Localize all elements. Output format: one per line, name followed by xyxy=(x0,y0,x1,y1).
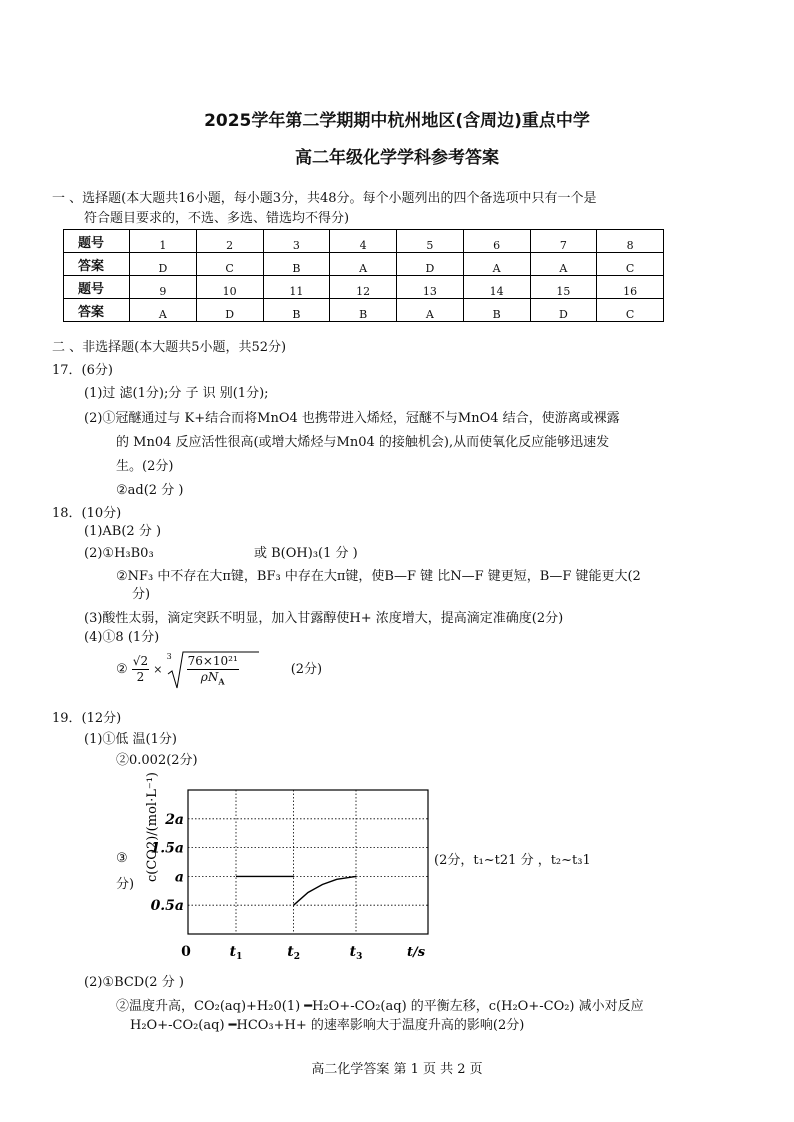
concentration-chart xyxy=(130,772,440,962)
formula-fraction-2 xyxy=(187,654,239,689)
q19-part1-a: (1)①低 温(1分) xyxy=(84,732,177,747)
fraction-2-denominator: ρN xyxy=(200,669,219,684)
q18-part1: (1)AB(2 分 ) xyxy=(84,524,162,539)
table-cell: 2 xyxy=(196,230,263,253)
series-line-segment-2 xyxy=(294,876,356,905)
fraction-1-numerator: √2 xyxy=(132,654,149,668)
formula-fraction-1 xyxy=(132,654,149,685)
q18-part2-c: ②NF₃ 中不存在大π键，BF₃ 中存在大π键，使B—F 键 比N—F 键更短，B—F 键能更大(2 xyxy=(116,569,641,584)
q19-label: 19．(12分) xyxy=(52,711,122,726)
q19-part1-b: ②0.002(2分) xyxy=(116,753,198,768)
table-cell: 12 xyxy=(330,276,397,299)
q17-label: 17．(6分) xyxy=(52,363,113,378)
table-cell: 1 xyxy=(130,230,197,253)
table-cell: 5 xyxy=(397,230,464,253)
table-cell: 4 xyxy=(330,230,397,253)
section1-heading-cont: 符合题目要求的，不选、多选、错选均不得分) xyxy=(84,211,350,226)
row-label: 题号 xyxy=(64,230,130,253)
q19-part2-b: ②温度升高，CO₂(aq)+H₂0(1) ━H₂O+-CO₂(aq) 的平衡左移，c(H₂O+-CO₂) 减小对反应 xyxy=(116,999,644,1014)
fraction-2-numerator: 76×10²¹ xyxy=(187,653,238,668)
table-cell: C xyxy=(597,299,664,322)
table-cell: 16 xyxy=(597,276,664,299)
q17-part2-line2: 的 Mn04 反应活性很高(或增大烯烃与Mn04 的接触机会),从而使氧化反应能够迅速发 xyxy=(116,435,610,450)
q18-part3: (3)酸性太弱，滴定突跃不明显，加入甘露醇使H+ 浓度增大，提高滴定准确度(2分) xyxy=(84,611,564,626)
table-row xyxy=(64,230,664,253)
y-axis-label: c(CO2)/(mol·L⁻¹) xyxy=(145,772,160,882)
y-tick-label: 0.5a xyxy=(150,898,184,915)
table-cell: 14 xyxy=(463,276,530,299)
x-tick-label: $t_1$ xyxy=(229,944,243,962)
q18-part2-b: 或 B(OH)₃(1 分 ) xyxy=(254,546,358,561)
table-cell: 9 xyxy=(130,276,197,299)
row-label: 答案 xyxy=(64,299,130,322)
table-cell: A xyxy=(330,253,397,276)
plot-frame xyxy=(188,790,428,934)
table-cell: C xyxy=(196,253,263,276)
x-tick-label: 0 xyxy=(181,944,191,960)
section1-heading: 一 、选择题(本大题共16小题，每小题3分，共48分。每个小题列出的四个备选项中只有一个是 xyxy=(52,191,597,206)
title-line-1: 2025学年第二学期期中杭州地区(含周边)重点中学 xyxy=(204,111,590,131)
table-cell: 7 xyxy=(530,230,597,253)
section2-heading: 二 、非选择题(本大题共5小题，共52分) xyxy=(52,340,287,355)
q18-part2-a: (2)①H₃B0₃ xyxy=(84,546,154,561)
x-axis-label: t/s xyxy=(406,945,426,960)
q18-formula xyxy=(116,648,322,692)
q18-part2-d: 分) xyxy=(132,587,151,602)
q17-part2-line4: ②ad(2 分 ) xyxy=(116,483,184,498)
table-cell: A xyxy=(397,299,464,322)
table-cell: 10 xyxy=(196,276,263,299)
table-cell: B xyxy=(263,253,330,276)
table-row xyxy=(64,299,664,322)
table-cell: C xyxy=(597,253,664,276)
y-tick-label: a xyxy=(174,869,184,886)
q19-part1-c-prefix: ③ xyxy=(116,851,128,866)
q19-part2-c: H₂O+-CO₂(aq) ━HCO₃+H+ 的速率影响大于温度升高的影响(2分) xyxy=(130,1018,525,1033)
table-cell: 15 xyxy=(530,276,597,299)
q18-label: 18．(10分) xyxy=(52,506,122,521)
formula-prefix: ② xyxy=(116,662,128,677)
q19-part2-a: (2)①BCD(2 分 ) xyxy=(84,975,184,990)
x-tick-label: $t_3$ xyxy=(349,944,363,962)
table-cell: B xyxy=(263,299,330,322)
answer-table xyxy=(63,229,664,322)
page-footer: 高二化学答案 第 1 页 共 2 页 xyxy=(311,1062,483,1077)
row-label: 答案 xyxy=(64,253,130,276)
table-cell: D xyxy=(530,299,597,322)
q17-part1: (1)过 滤(1分);分 子 识 别(1分); xyxy=(84,386,269,401)
fraction-2-subscript: A xyxy=(218,675,225,686)
formula-score: (2分) xyxy=(290,662,323,677)
table-cell: D xyxy=(130,253,197,276)
root-index: 3 xyxy=(166,651,172,661)
q19-part1-c-score-tail: 分) xyxy=(116,877,135,892)
fraction-1-denominator: 2 xyxy=(136,670,145,684)
q18-part4-a: (4)①8 (1分) xyxy=(84,630,160,645)
table-cell: 11 xyxy=(263,276,330,299)
q17-part2-line3: 生。(2分) xyxy=(116,459,174,474)
table-cell: A xyxy=(530,253,597,276)
table-row xyxy=(64,276,664,299)
table-cell: 6 xyxy=(463,230,530,253)
table-cell: D xyxy=(196,299,263,322)
row-label: 题号 xyxy=(64,276,130,299)
q19-part1-c-score: (2分，t₁~t21 分 ，t₂~t₃1 xyxy=(434,853,591,868)
table-row xyxy=(64,253,664,276)
times-sign: × xyxy=(153,663,163,676)
table-cell: A xyxy=(463,253,530,276)
y-tick-label: 1.5a xyxy=(150,840,184,857)
table-cell: 13 xyxy=(397,276,464,299)
table-cell: A xyxy=(130,299,197,322)
q17-part2-line1: (2)①冠醚通过与 K+结合而将MnO4 也携带进入烯烃，冠醚不与MnO4 结合，使游离或裸露 xyxy=(84,411,620,426)
y-tick-label: 2a xyxy=(165,811,184,828)
table-cell: 8 xyxy=(597,230,664,253)
x-tick-label: $t_2$ xyxy=(287,944,300,962)
title-line-2: 高二年级化学学科参考答案 xyxy=(295,148,499,168)
cube-root xyxy=(167,650,259,690)
table-cell: D xyxy=(397,253,464,276)
table-cell: B xyxy=(330,299,397,322)
table-cell: 3 xyxy=(263,230,330,253)
table-cell: B xyxy=(463,299,530,322)
